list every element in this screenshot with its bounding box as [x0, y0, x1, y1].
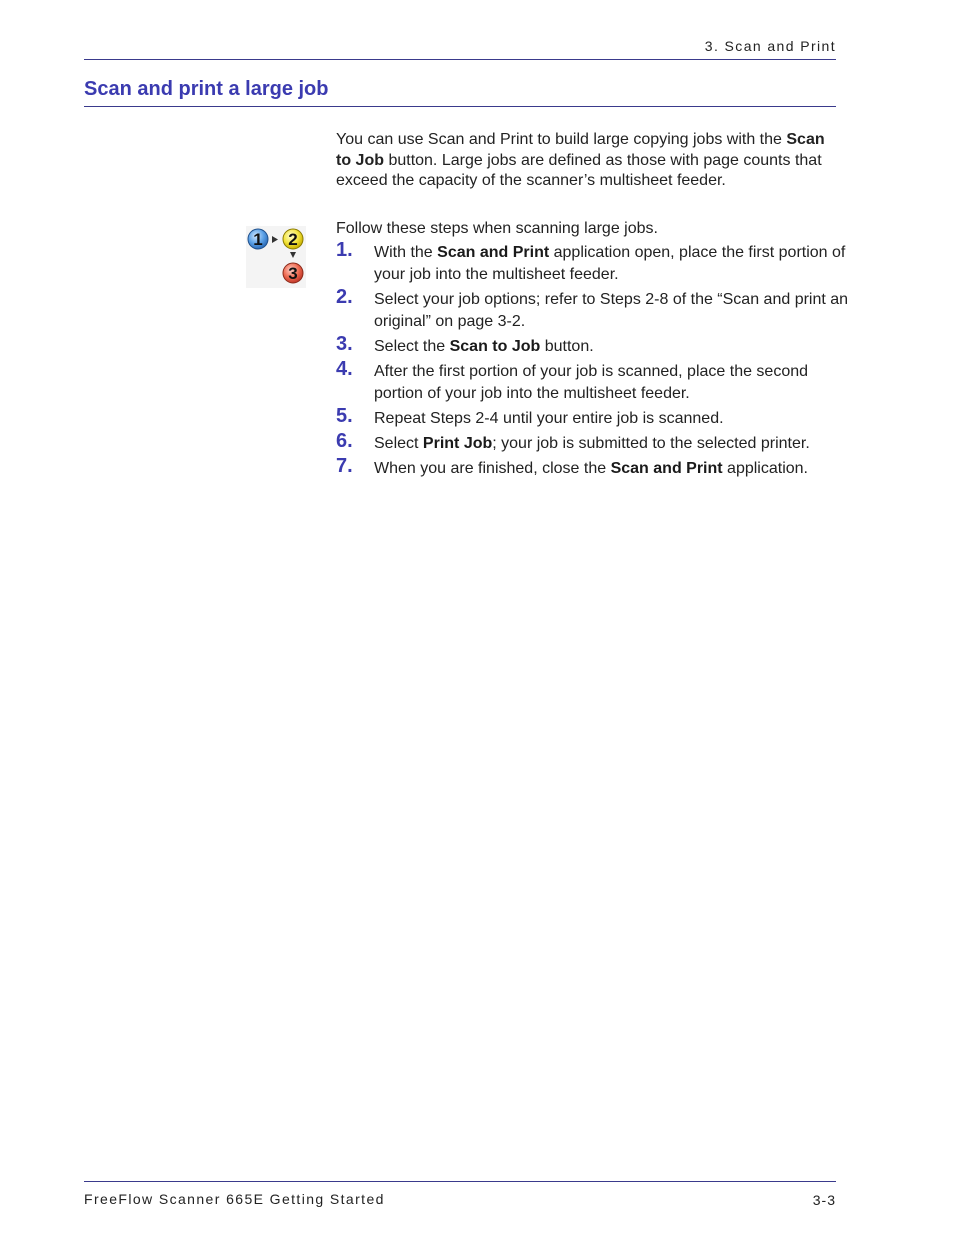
- intro-paragraph: [336, 130, 836, 192]
- step-text-pre: When you are finished, close the: [374, 460, 611, 477]
- step-text-pre: Select your job options; refer to Steps 2-8 of the “Scan and print an original” on page 3-2.: [374, 291, 849, 330]
- numbered-steps-icon: [246, 226, 306, 288]
- step-text-post: button.: [540, 338, 594, 355]
- intro-text-2: button. Large jobs are defined as those with page counts that exceed the capacity of the scanner’s multisheet feeder.: [336, 151, 822, 189]
- steps-list: [336, 239, 856, 483]
- step-bubble-1-label: 1: [253, 230, 263, 249]
- step-text-pre: Select the: [374, 338, 450, 355]
- running-head: 3. Scan and Print: [704, 38, 836, 54]
- step-item: [336, 286, 856, 333]
- step-text-pre: After the first portion of your job is scanned, place the second portion of your job into the multisheet feeder.: [374, 363, 809, 402]
- step-text: [374, 363, 808, 402]
- step-number: 7.: [336, 455, 353, 477]
- intro-bold: Scan to Job: [336, 131, 825, 169]
- step-text-post: ; your job is submitted to the selected printer.: [492, 435, 810, 452]
- step-item: [336, 430, 856, 455]
- step-text: [374, 244, 845, 283]
- step-item: [336, 333, 856, 358]
- step-text-bold: Print Job: [422, 435, 493, 452]
- step-item: [336, 239, 856, 286]
- step-text: [374, 291, 848, 330]
- step-text-bold: Scan to Job: [449, 338, 541, 355]
- title-rule: [84, 106, 836, 107]
- step-number: 2.: [336, 286, 353, 308]
- step-text: [374, 435, 810, 452]
- step-text-pre: Repeat Steps 2-4 until your entire job is scanned.: [374, 410, 724, 427]
- step-text-pre: Select: [374, 435, 423, 452]
- step-bubble-2-label: 2: [288, 230, 298, 249]
- numbered-steps-svg: [246, 226, 306, 288]
- step-number: 5.: [336, 405, 353, 427]
- step-text: [374, 410, 724, 427]
- step-number: 4.: [336, 358, 353, 380]
- footer-title: FreeFlow Scanner 665E Getting Started: [84, 1191, 385, 1207]
- steps-lead-text: Follow these steps when scanning large jobs.: [336, 220, 658, 237]
- step-item: [336, 455, 856, 480]
- footer-rule: [84, 1181, 836, 1182]
- page-number: 3-3: [812, 1192, 836, 1208]
- step-text-post: application.: [722, 460, 808, 477]
- intro-text-1: You can use Scan and Print to build large copying jobs with the: [336, 131, 787, 148]
- step-number: 3.: [336, 333, 353, 355]
- step-text-bold: Scan and Print: [610, 460, 723, 477]
- step-text-post: application open, place the first portion of your job into the multisheet feeder.: [374, 244, 846, 283]
- header-rule: [84, 59, 836, 60]
- step-number: 1.: [336, 239, 353, 261]
- step-text: [374, 460, 808, 477]
- step-item: [336, 405, 856, 430]
- step-number: 6.: [336, 430, 353, 452]
- step-text-bold: Scan and Print: [437, 244, 550, 261]
- step-text-pre: With the: [374, 244, 438, 261]
- step-item: [336, 358, 856, 405]
- section-title: Scan and print a large job: [84, 78, 329, 100]
- step-bubble-3-label: 3: [288, 264, 298, 283]
- step-text: [374, 338, 594, 355]
